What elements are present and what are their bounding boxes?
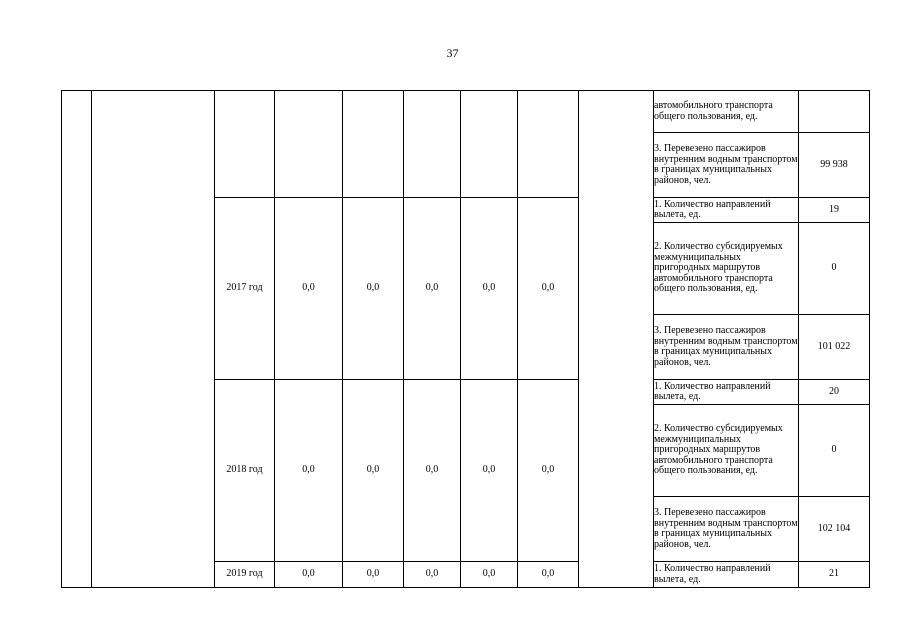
value-cell: 0,0 bbox=[404, 562, 461, 588]
indicator-name: автомобильного транспорта общего пользования, ед. bbox=[654, 91, 799, 133]
col-number-cell bbox=[62, 91, 92, 588]
value-cell bbox=[518, 91, 579, 198]
indicator-name: 1. Количество направлений вылета, ед. bbox=[654, 380, 799, 405]
indicator-value: 20 bbox=[799, 380, 870, 405]
year-cell: 2018 год bbox=[215, 380, 275, 562]
indicator-value bbox=[799, 91, 870, 133]
indicator-value: 99 938 bbox=[799, 133, 870, 198]
value-cell bbox=[275, 91, 343, 198]
indicator-name: 2. Количество субсидируемых межмуниципальных пригородных маршрутов автомобильного транспорта общего пользования, ед. bbox=[654, 405, 799, 497]
year-cell: 2019 год bbox=[215, 562, 275, 588]
page-number: 37 bbox=[446, 46, 459, 60]
value-cell: 0,0 bbox=[518, 198, 579, 380]
indicator-name: 1. Количество направлений вылета, ед. bbox=[654, 198, 799, 223]
value-cell: 0,0 bbox=[518, 562, 579, 588]
value-cell: 0,0 bbox=[461, 562, 518, 588]
value-cell: 0,0 bbox=[404, 380, 461, 562]
indicator-name: 3. Перевезено пассажиров внутренним водным транспортом в границах муниципальных районов, чел. bbox=[654, 497, 799, 562]
indicator-name: 1. Количество направлений вылета, ед. bbox=[654, 562, 799, 588]
value-cell: 0,0 bbox=[343, 198, 404, 380]
value-cell: 0,0 bbox=[404, 198, 461, 380]
year-cell: 2017 год bbox=[215, 198, 275, 380]
indicator-value: 101 022 bbox=[799, 315, 870, 380]
indicator-name: 3. Перевезено пассажиров внутренним водным транспортом в границах муниципальных районов, чел. bbox=[654, 133, 799, 198]
value-cell: 0,0 bbox=[461, 380, 518, 562]
indicator-value: 0 bbox=[799, 223, 870, 315]
value-cell: 0,0 bbox=[461, 198, 518, 380]
value-cell bbox=[343, 91, 404, 198]
indicator-value: 19 bbox=[799, 198, 870, 223]
indicator-name: 2. Количество субсидируемых межмуниципальных пригородных маршрутов автомобильного транспорта общего пользования, ед. bbox=[654, 223, 799, 315]
program-table bbox=[61, 90, 870, 588]
value-cell: 0,0 bbox=[275, 562, 343, 588]
indicator-value: 21 bbox=[799, 562, 870, 588]
col-executor-cell bbox=[579, 91, 654, 588]
value-cell: 0,0 bbox=[343, 562, 404, 588]
year-cell-continued bbox=[215, 91, 275, 198]
value-cell: 0,0 bbox=[275, 198, 343, 380]
indicator-value: 0 bbox=[799, 405, 870, 497]
value-cell bbox=[404, 91, 461, 198]
table-row bbox=[62, 91, 870, 133]
value-cell: 0,0 bbox=[518, 380, 579, 562]
indicator-name: 3. Перевезено пассажиров внутренним водным транспортом в границах муниципальных районов, чел. bbox=[654, 315, 799, 380]
col-name-cell bbox=[92, 91, 215, 588]
value-cell: 0,0 bbox=[343, 380, 404, 562]
value-cell bbox=[461, 91, 518, 198]
indicator-value: 102 104 bbox=[799, 497, 870, 562]
value-cell: 0,0 bbox=[275, 380, 343, 562]
